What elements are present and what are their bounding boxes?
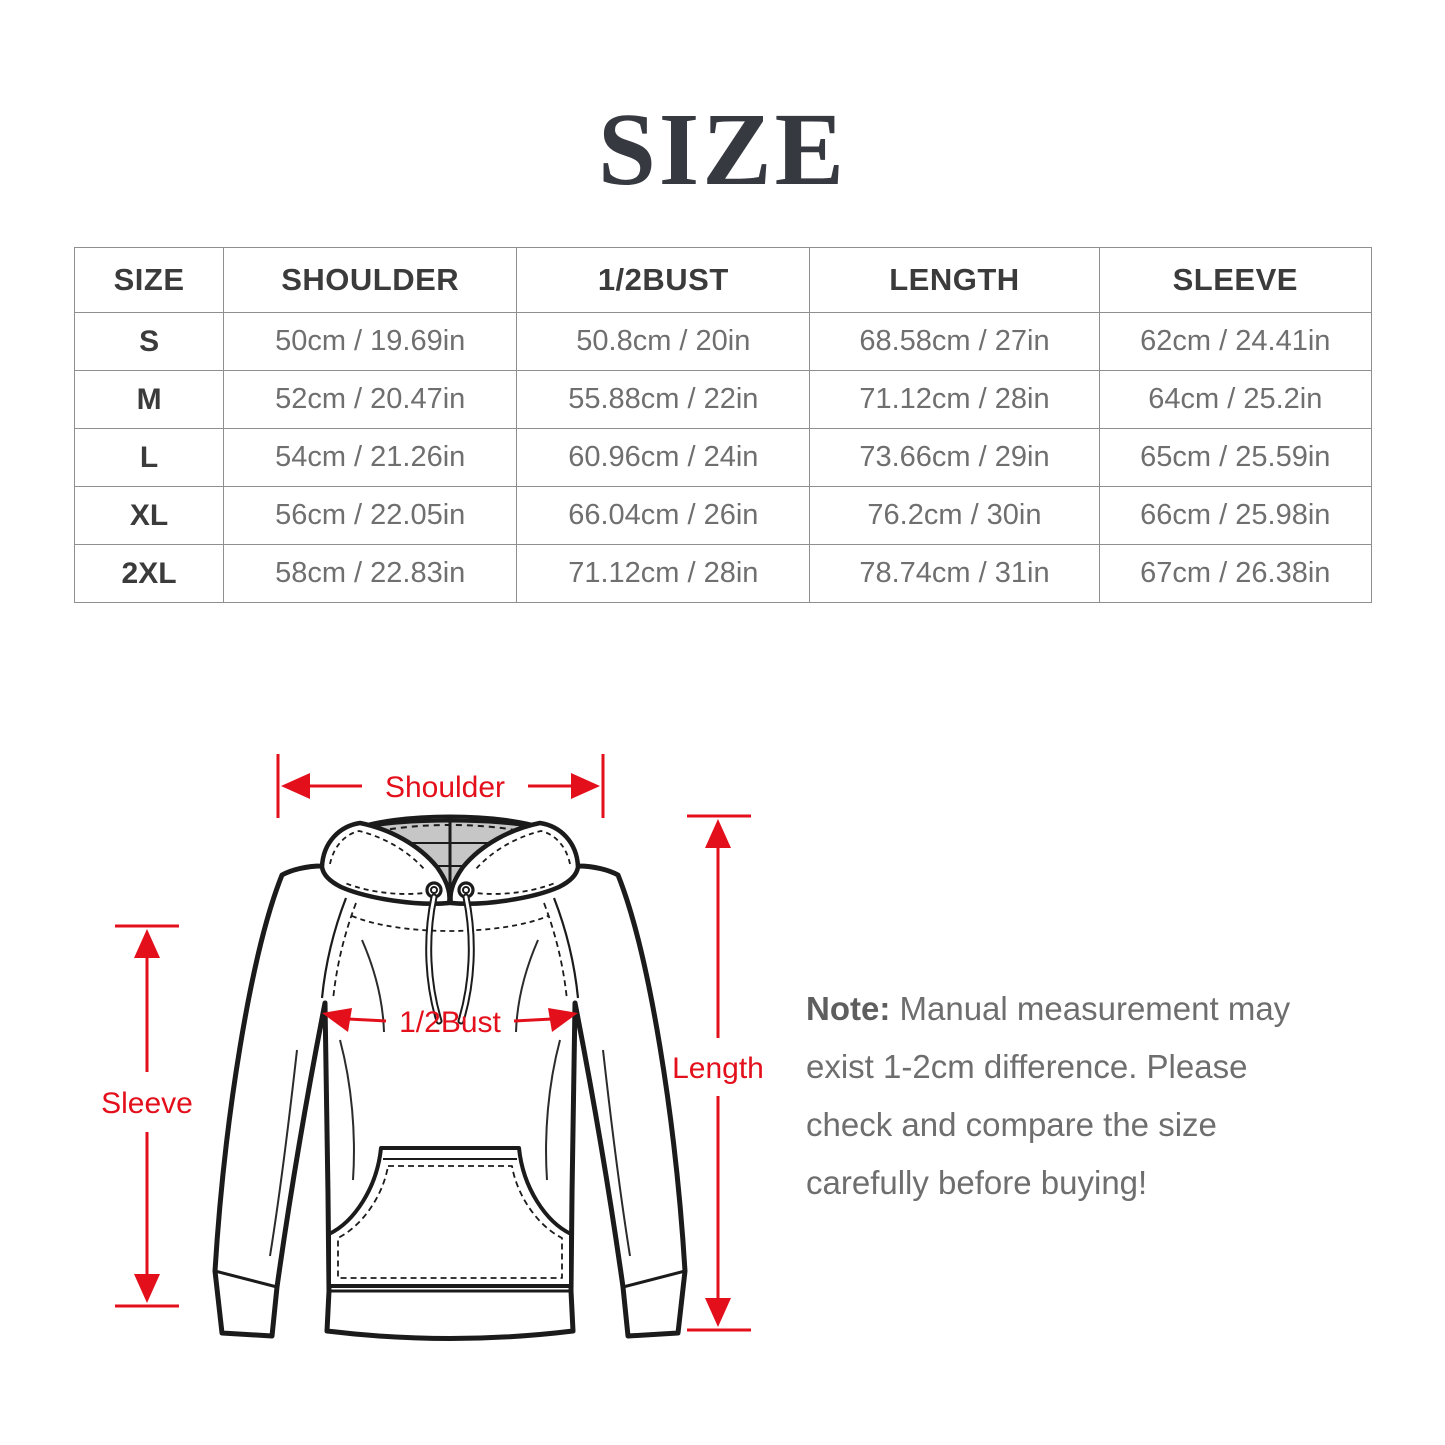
note-line: carefully before buying! bbox=[806, 1164, 1148, 1201]
measurement-note bbox=[806, 980, 1381, 1212]
size-label-cell: L bbox=[75, 429, 224, 487]
size-label-cell: M bbox=[75, 371, 224, 429]
table-cell: 76.2cm / 30in bbox=[810, 487, 1099, 545]
table-cell: 64cm / 25.2in bbox=[1099, 371, 1371, 429]
table-cell: 56cm / 22.05in bbox=[224, 487, 517, 545]
table-cell: 67cm / 26.38in bbox=[1099, 545, 1371, 603]
header-cell-length: LENGTH bbox=[810, 248, 1099, 313]
size-label-cell: XL bbox=[75, 487, 224, 545]
table-cell: 71.12cm / 28in bbox=[810, 371, 1099, 429]
size-table bbox=[74, 247, 1372, 603]
table-cell: 62cm / 24.41in bbox=[1099, 313, 1371, 371]
shoulder-label: Shoulder bbox=[384, 771, 506, 804]
header-cell-bust: 1/2BUST bbox=[517, 248, 810, 313]
table-header-row bbox=[75, 248, 1372, 313]
note-line: check and compare the size bbox=[806, 1106, 1217, 1143]
page-title: SIZE bbox=[597, 92, 848, 207]
header-cell-sleeve: SLEEVE bbox=[1099, 248, 1371, 313]
length-label: Length bbox=[672, 1052, 764, 1085]
table-cell: 55.88cm / 22in bbox=[517, 371, 810, 429]
table-cell: 78.74cm / 31in bbox=[810, 545, 1099, 603]
note-label: Note: bbox=[806, 990, 891, 1027]
table-row bbox=[75, 429, 1372, 487]
note-line: Manual measurement may bbox=[899, 990, 1291, 1027]
bust-label: 1/2Bust bbox=[399, 1006, 501, 1039]
header-cell-shoulder: SHOULDER bbox=[224, 248, 517, 313]
table-row bbox=[75, 545, 1372, 603]
table-cell: 50cm / 19.69in bbox=[224, 313, 517, 371]
hoodie-measurement-diagram bbox=[100, 740, 800, 1440]
sleeve-arrow bbox=[101, 926, 193, 1306]
table-row bbox=[75, 313, 1372, 371]
table-cell: 65cm / 25.59in bbox=[1099, 429, 1371, 487]
hoodie-drawing bbox=[100, 740, 800, 1440]
table-cell: 52cm / 20.47in bbox=[224, 371, 517, 429]
header-cell-size: SIZE bbox=[75, 248, 224, 313]
sleeve-label: Sleeve bbox=[101, 1087, 193, 1120]
table-cell: 66.04cm / 26in bbox=[517, 487, 810, 545]
table-cell: 50.8cm / 20in bbox=[517, 313, 810, 371]
shoulder-arrow bbox=[278, 754, 603, 818]
table-cell: 66cm / 25.98in bbox=[1099, 487, 1371, 545]
table-row bbox=[75, 371, 1372, 429]
table-cell: 54cm / 21.26in bbox=[224, 429, 517, 487]
table-cell: 68.58cm / 27in bbox=[810, 313, 1099, 371]
table-row bbox=[75, 487, 1372, 545]
table-cell: 71.12cm / 28in bbox=[517, 545, 810, 603]
table-cell: 60.96cm / 24in bbox=[517, 429, 810, 487]
table-cell: 73.66cm / 29in bbox=[810, 429, 1099, 487]
size-label-cell: S bbox=[75, 313, 224, 371]
table-cell: 58cm / 22.83in bbox=[224, 545, 517, 603]
size-label-cell: 2XL bbox=[75, 545, 224, 603]
note-line: exist 1-2cm difference. Please bbox=[806, 1048, 1248, 1085]
